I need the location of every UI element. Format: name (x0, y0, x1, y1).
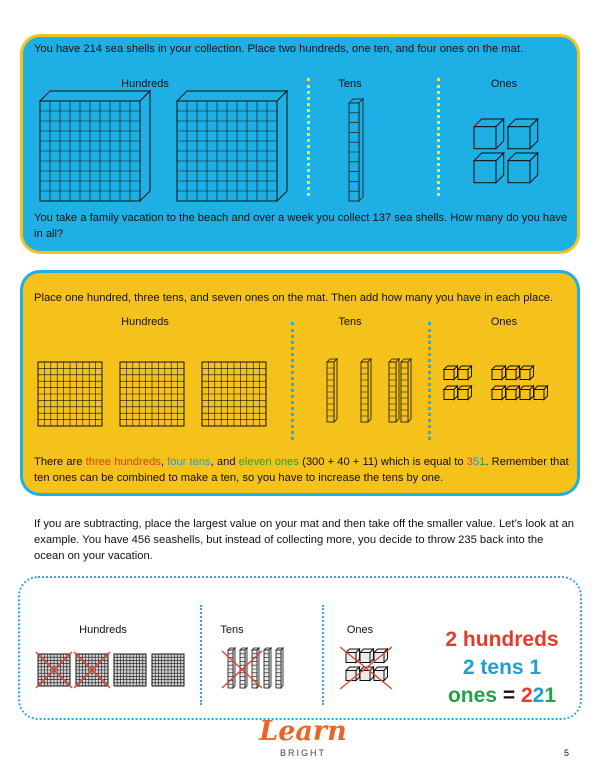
section2-header-ones: Ones (490, 316, 518, 328)
tens-rod (264, 648, 271, 688)
logo-subtitle: BRIGHT (279, 748, 326, 758)
ones-cube (360, 649, 374, 663)
subtraction-intro: If you are subtracting, place the largest value on your mat and then take off the smaller value. Let’s look at an example. You have 456 seashells, but instead of collecting more, you decide to throw 235 back into the ocean on your vacation. (34, 518, 575, 562)
answer-line-hundreds: 2 hundreds (445, 628, 559, 651)
section2-prompt: Place one hundred, three tens, and seven ones on the mat. Then add how many you have in each place. (34, 292, 554, 304)
ones-cube (374, 667, 388, 681)
subtraction-answer (432, 626, 572, 710)
hundreds-block (114, 654, 146, 686)
logo-word: Learn (259, 716, 347, 747)
answer-line-tens: 2 tens 1 (462, 656, 542, 679)
page-number: 5 (564, 748, 570, 758)
section3-header-hundreds: Hundreds (79, 624, 127, 636)
section1-prompt: You have 214 sea shells in your collection. Place two hundreds, one ten, and four ones on the mat. (34, 43, 524, 55)
section1-header-hundreds: Hundreds (121, 78, 169, 90)
section2-header-tens: Tens (338, 316, 362, 328)
hundreds-block (152, 654, 184, 686)
tens-rod (276, 648, 283, 688)
section3-header-tens: Tens (220, 624, 244, 636)
answer-line-ones: ones = 221 (447, 684, 557, 707)
section1-header-tens: Tens (338, 78, 362, 90)
learn-bright-logo (248, 716, 358, 758)
section2-header-hundreds: Hundreds (121, 316, 169, 328)
section3-header-ones: Ones (346, 624, 374, 636)
section1-header-ones: Ones (490, 78, 518, 90)
section2-result: There are three hundreds, four tens, and eleven ones (300 + 40 + 11) which is equal to 351. Remember that ten ones can be combined to make a ten, so you have to increase the tens by one. (34, 456, 569, 484)
section1-question: You take a family vacation to the beach and over a week you collect 137 sea shells. How many do you have in all? (34, 212, 568, 240)
